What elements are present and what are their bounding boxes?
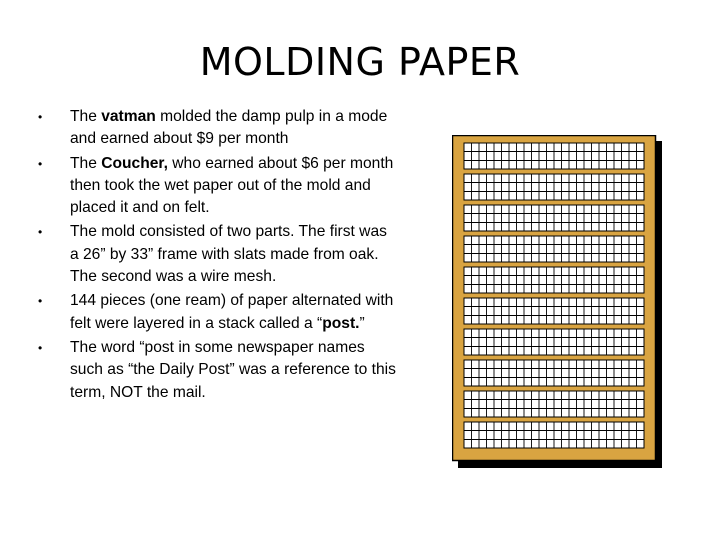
bullet-dot: • [38,156,43,171]
bullet-dot: • [38,110,43,124]
bullet-dot: • [38,340,43,355]
bullet-item [38,290,398,335]
bullet-item [38,221,398,288]
bullet-item [38,153,398,220]
bullet-item [38,337,398,404]
slide-title: MOLDING PAPER [199,40,521,84]
bullet-text: The word “post in some newspaper names such as “the Daily Post” was a reference to this term, NOT the mail. [70,338,396,401]
bullet-text: The mold consisted of two parts. The first was a 26” by 33” frame with slats made from oak. The second was a wire mesh. [70,223,387,286]
bullet-text: The Coucher, who earned about $6 per month then took the wet paper out of the mold and placed it and on felt. [70,154,394,217]
bullet-item [38,106,398,151]
paper-mold-drawing [452,135,664,470]
paper-mold-icon [452,135,664,475]
bullet-list [38,106,398,406]
bullet-text: 144 pieces (one ream) of paper alternated with felt were layered in a stack called a “post.” [70,292,394,332]
bullet-dot: • [38,225,43,240]
bullet-text: The vatman molded the damp pulp in a mode and earned about $9 per month [70,108,388,148]
bullet-dot: • [38,294,43,309]
